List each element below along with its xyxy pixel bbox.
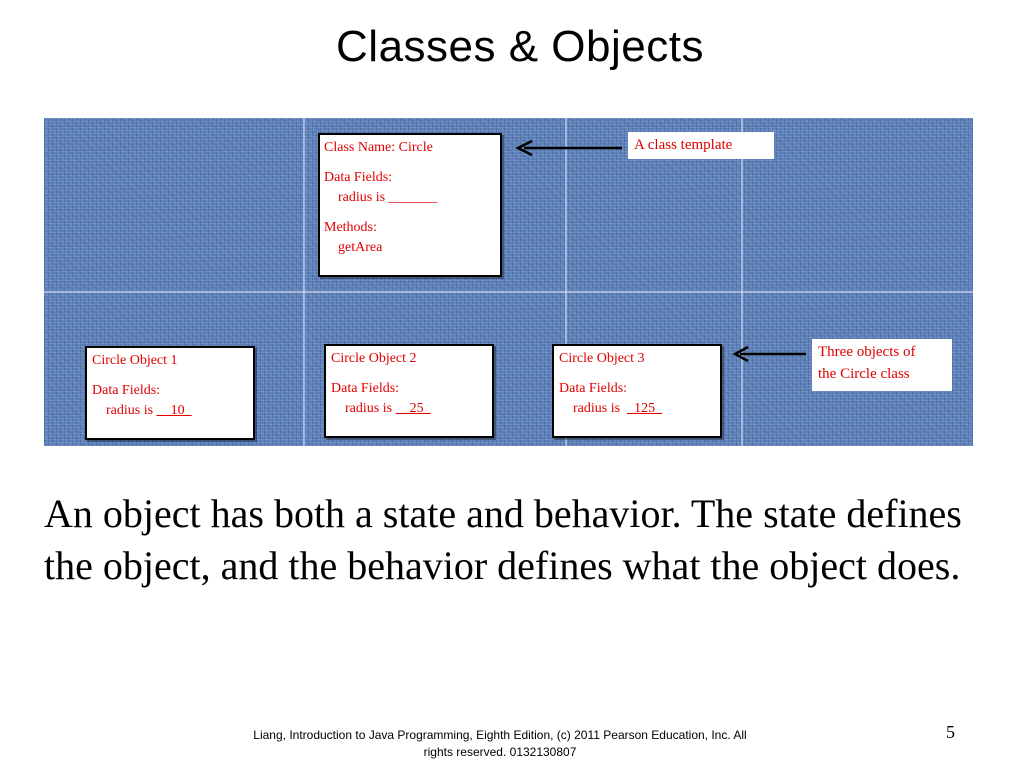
callout-line: Three objects of xyxy=(818,344,916,360)
data-fields-label: Data Fields: xyxy=(92,383,161,398)
callout-line: the Circle class xyxy=(818,366,910,382)
methods-label: Methods: xyxy=(324,220,377,235)
radius-value: _125_ xyxy=(627,401,663,416)
circle-object-2 xyxy=(324,344,494,438)
radius-label: radius is xyxy=(106,403,157,418)
arrow-left-icon xyxy=(732,344,808,364)
radius-label: radius is xyxy=(345,401,396,416)
grid-line xyxy=(44,291,973,293)
footer-line: Liang, Introduction to Java Programming, Eighth Edition, (c) 2011 Pearson Education, Inc. All xyxy=(253,728,747,742)
circle-object-1 xyxy=(85,346,255,440)
radius-value: __10_ xyxy=(156,403,192,418)
radius-label: radius is xyxy=(573,401,628,416)
three-objects-callout xyxy=(812,339,952,391)
body-paragraph: An object has both a state and behavior. The state defines the object, and the behavior defines what the object does. xyxy=(44,491,962,588)
class-name-label: Class Name: Circle xyxy=(324,140,433,155)
class-object-diagram xyxy=(44,118,973,446)
radius-value: __25_ xyxy=(395,401,431,416)
class-box xyxy=(318,133,502,277)
slide-title: Classes & Objects xyxy=(336,22,704,71)
class-template-callout: A class template xyxy=(628,132,774,159)
radius-field: radius is _______ xyxy=(338,190,438,205)
grid-line xyxy=(303,118,305,446)
get-area-method: getArea xyxy=(338,240,383,255)
data-fields-label: Data Fields: xyxy=(559,381,628,396)
page-number: 5 xyxy=(946,722,955,742)
data-fields-label: Data Fields: xyxy=(324,170,393,185)
footer-copyright xyxy=(190,727,810,761)
footer-line: rights reserved. 0132130807 xyxy=(423,745,577,759)
object-name: Circle Object 2 xyxy=(331,351,417,366)
arrow-left-icon xyxy=(514,138,624,158)
data-fields-label: Data Fields: xyxy=(331,381,400,396)
grid-line xyxy=(741,118,743,446)
object-name: Circle Object 1 xyxy=(92,353,178,368)
circle-object-3 xyxy=(552,344,722,438)
object-name: Circle Object 3 xyxy=(559,351,645,366)
